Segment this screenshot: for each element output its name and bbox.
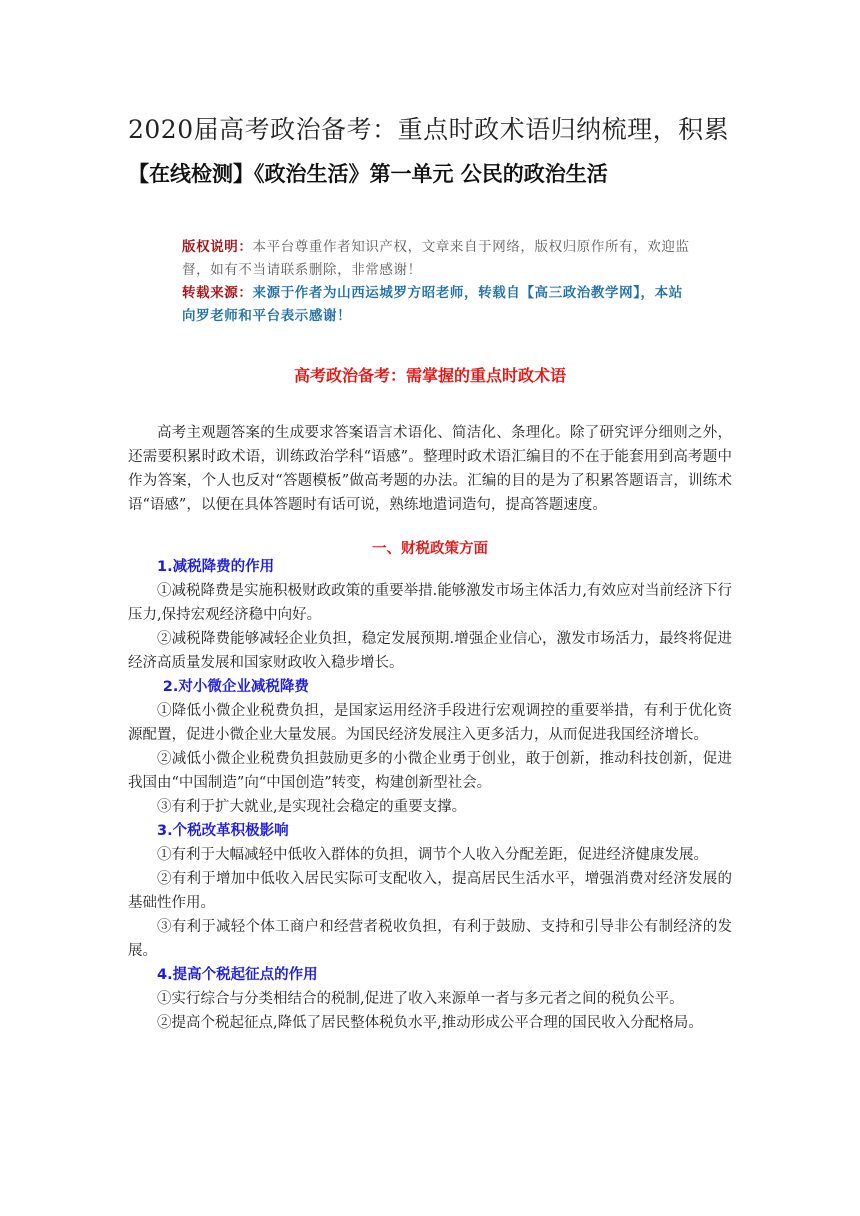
copyright-statement — [182, 236, 692, 282]
section-content — [128, 555, 732, 1035]
copyright-label: 版权说明： — [182, 239, 253, 255]
subsection-heading: 3.个税改革积极影响 — [157, 823, 289, 839]
main-heading: 高考政治备考：需掌握的重点时政术语 — [293, 366, 566, 385]
paragraph: ②有利于增加中低收入居民实际可支配收入，提高居民生活水平，增强消费对经济发展的基础性作用。 — [128, 871, 732, 911]
paragraph: ①实行综合与分类相结合的税制,促进了收入来源单一者与多元者之间的税负公平。 — [157, 991, 684, 1007]
paragraph: ③有利于减轻个体工商户和经营者税收负担，有利于鼓励、支持和引导非公有制经济的发展。 — [128, 919, 732, 959]
source-text: 来源于作者为山西运城罗方昭老师，转载自【高三政治教学网】，本站向罗老师和平台表示感谢！ — [182, 285, 683, 324]
copyright-notice — [182, 236, 692, 328]
paragraph: ①降低小微企业税费负担，是国家运用经济手段进行宏观调控的重要举措，有利于优化资源配置，促进小微企业大量发展。为国民经济发展注入更多活力，从而促进我国经济增长。 — [128, 703, 732, 743]
document-subtitle: 【在线检测】《政治生活》第一单元 公民的政治生活 — [128, 162, 608, 186]
paragraph: ②减税降费能够减轻企业负担，稳定发展预期.增强企业信心，激发市场活力，最终将促进经济高质量发展和国家财政收入稳步增长。 — [128, 631, 732, 671]
source-statement — [182, 282, 692, 328]
paragraph: ①减税降费是实施积极财政政策的重要举措.能够激发市场主体活力,有效应对当前经济下行压力,保持宏观经济稳中向好。 — [128, 583, 732, 623]
paragraph: ③有利于扩大就业,是实现社会稳定的重要支撑。 — [157, 799, 467, 815]
subsection-heading: 2.对小微企业减税降费 — [162, 679, 309, 695]
subsection-heading: 1.减税降费的作用 — [157, 559, 275, 575]
source-label: 转载来源： — [182, 285, 253, 301]
paragraph: ②减低小微企业税费负担鼓励更多的小微企业勇于创业，敢于创新，推动科技创新，促进我国由“中国制造”向“中国创造”转变，构建创新型社会。 — [128, 751, 732, 791]
document-title: 2020届高考政治备考：重点时政术语归纳梳理，积累 — [128, 115, 730, 144]
intro-paragraph: 高考主观题答案的生成要求答案语言术语化、简洁化、条理化。除了研究评分细则之外，还需要积累时政术语，训练政治学科“语感”。整理时政术语汇编目的不在于能套用到高考题中作为答案，个人也反对“答题模板”做高考题的办法。汇编的目的是为了积累答题语言，训练术语“语感”，以便在具体答题时有话可说，熟练地遣词造句，提高答题速度。 — [128, 425, 732, 513]
paragraph: ①有利于大幅减轻中低收入群体的负担，调节个人收入分配差距，促进经济健康发展。 — [157, 847, 708, 863]
copyright-text: 本平台尊重作者知识产权，文章来自于网络，版权归原作所有，欢迎监督，如有不当请联系删除，非常感谢！ — [182, 239, 690, 278]
section-heading: 一、财税政策方面 — [372, 541, 488, 557]
paragraph: ②提高个税起征点,降低了居民整体税负水平,推动形成公平合理的国民收入分配格局。 — [157, 1015, 703, 1031]
subsection-heading: 4.提高个税起征点的作用 — [157, 967, 318, 983]
intro-paragraph-block — [128, 421, 732, 517]
